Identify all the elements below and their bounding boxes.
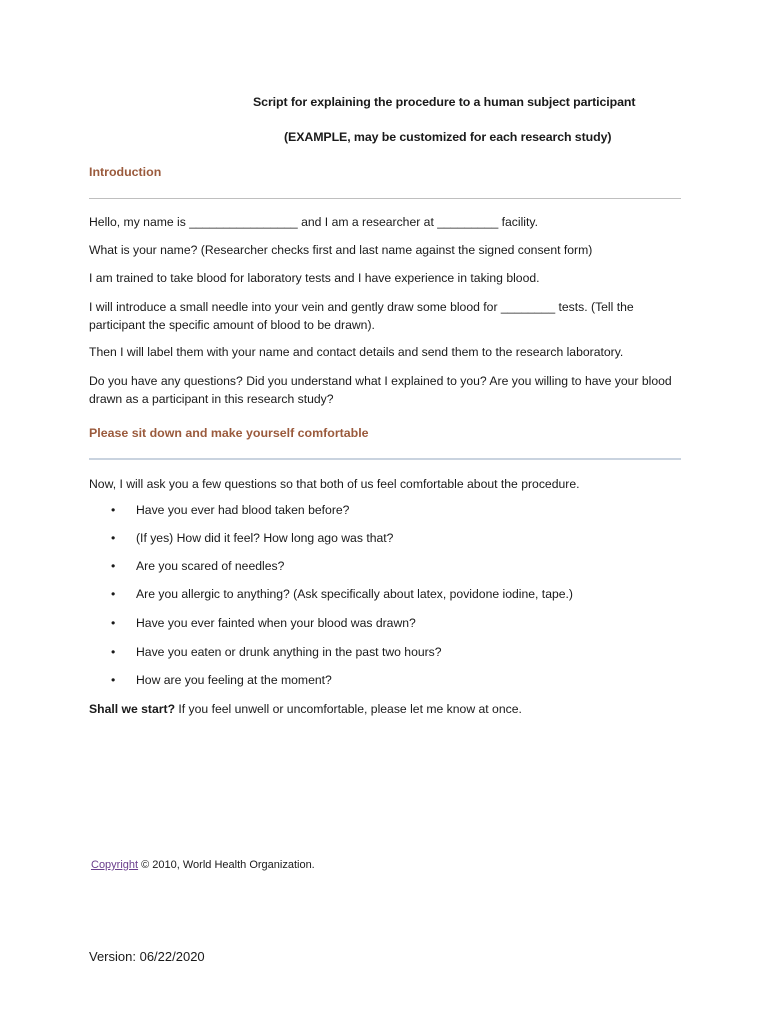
closing-bold-text: Shall we start? — [89, 702, 176, 716]
list-item: Have you ever fainted when your blood was drawn? — [136, 616, 416, 630]
intro-paragraph-5: Then I will label them with your name and contact details and send them to the research laboratory. — [89, 345, 624, 359]
intro-paragraph-2: What is your name? (Researcher checks first and last name against the signed consent form) — [89, 243, 593, 257]
section-divider — [89, 198, 681, 199]
introduction-heading: Introduction — [89, 165, 162, 179]
bullet-icon: • — [111, 531, 116, 545]
bullet-icon: • — [111, 559, 116, 573]
bullet-icon: • — [111, 645, 116, 659]
intro-paragraph-1: Hello, my name is ________________ and I am a researcher at _________ facility. — [89, 215, 538, 229]
copyright-text: © 2010, World Health Organization. — [138, 859, 315, 871]
intro-paragraph-3: I am trained to take blood for laboratory tests and I have experience in taking blood. — [89, 271, 540, 285]
closing-text: If you feel unwell or uncomfortable, please let me know at once. — [175, 702, 522, 716]
intro-paragraph-4: I will introduce a small needle into your vein and gently draw some blood for ________ tests. (Tell the participant the specific amount of blood to be drawn). — [89, 300, 634, 332]
section-divider — [89, 458, 681, 460]
list-item: Have you ever had blood taken before? — [136, 503, 350, 517]
closing-line — [89, 700, 689, 718]
document-title: Script for explaining the procedure to a human subject participant — [253, 95, 636, 109]
bullet-icon: • — [111, 587, 116, 601]
document-subtitle: (EXAMPLE, may be customized for each research study) — [284, 130, 612, 144]
copyright-notice — [91, 859, 315, 871]
copyright-link[interactable]: Copyright — [91, 859, 139, 871]
list-item: Are you allergic to anything? (Ask specifically about latex, povidone iodine, tape.) — [136, 587, 573, 601]
comfort-intro: Now, I will ask you a few questions so that both of us feel comfortable about the procedure. — [89, 477, 580, 491]
bullet-icon: • — [111, 616, 116, 630]
list-item: Have you eaten or drunk anything in the past two hours? — [136, 645, 442, 659]
intro-paragraph-6: Do you have any questions? Did you understand what I explained to you? Are you willing to have your blood drawn as a participant in this research study? — [89, 374, 672, 406]
list-item: How are you feeling at the moment? — [136, 673, 332, 687]
list-item: (If yes) How did it feel? How long ago was that? — [136, 531, 394, 545]
comfort-heading: Please sit down and make yourself comfortable — [89, 426, 369, 440]
bullet-icon: • — [111, 503, 116, 517]
list-item: Are you scared of needles? — [136, 559, 285, 573]
version-label: Version: 06/22/2020 — [89, 949, 205, 964]
bullet-icon: • — [111, 673, 116, 687]
